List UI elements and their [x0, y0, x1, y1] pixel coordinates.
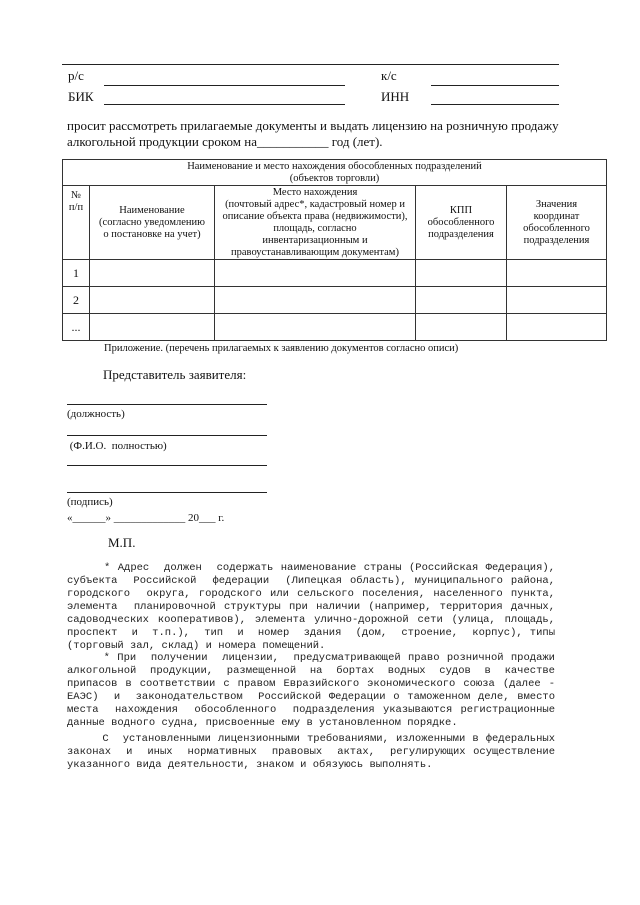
table-row: [63, 287, 607, 314]
header-coords-l4: подразделения: [523, 234, 590, 246]
rs-label: р/с: [68, 68, 84, 83]
header-coords-l1: Значения: [535, 198, 578, 210]
header-location-l6: правоустанавливающим документам): [231, 246, 399, 258]
header-name-l3: о постановке на учет): [103, 228, 201, 240]
ks-field-line[interactable]: [431, 85, 559, 86]
seal-label: М.П.: [108, 535, 136, 550]
header-location-l1: Место нахождения: [272, 186, 358, 198]
request-line-2: алкогольной продукции сроком на___________ год (лет).: [67, 134, 383, 149]
cell-location[interactable]: [215, 314, 416, 341]
cell-coords[interactable]: [507, 287, 607, 314]
header-name: [90, 186, 215, 260]
table-row: [63, 260, 607, 287]
header-kpp-l1: КПП: [449, 204, 473, 216]
table-caption-line-2: (объектов торговли): [289, 172, 380, 184]
table-caption-line-1: Наименование и место нахождения обособленных подразделений: [187, 160, 482, 172]
bik-label: БИК: [68, 89, 94, 104]
header-num: [63, 186, 90, 260]
footnote-address: * Адрес должен содержать наименование страны (Российская Федерация), субъекта Российской федерации (Липецкая область), муниципального района, городского округа, городского или сельского поселения, населенного пункта, элемента планировочной структуры при наличии (например, территория дачных, садоводческих кооперативов), элемента улично-дорожной сети (улица, площадь, проспект и т.п.), тип и номер здания (дом, строение, корпус), типы (торговый зал, склад) и номера помещений.: [67, 562, 562, 652]
subdivisions-table: [62, 159, 607, 341]
cell-name[interactable]: [90, 314, 215, 341]
top-rule: [62, 64, 559, 65]
cell-kpp[interactable]: [416, 287, 507, 314]
bik-field-line[interactable]: [104, 104, 345, 105]
position-line[interactable]: [67, 404, 267, 405]
request-line-1: просит рассмотреть прилагаемые документы и выдать лицензию на розничную продажу: [67, 118, 559, 133]
header-location-l2: (почтовый адрес*, кадастровый номер и: [225, 198, 405, 210]
header-coords-l3: обособленного: [523, 222, 590, 234]
attachment-note: Приложение. (перечень прилагаемых к заявлению документов согласно описи): [104, 343, 459, 354]
cell-coords[interactable]: [507, 314, 607, 341]
header-kpp-l2: обособленного: [427, 216, 495, 228]
row-num: 2: [63, 287, 90, 314]
header-kpp-l3: подразделения: [428, 228, 494, 240]
header-location-l4: площадь, согласно: [273, 222, 357, 234]
signature-label: (подпись): [67, 496, 113, 508]
header-name-l2: (согласно уведомлению: [99, 216, 205, 228]
ks-label: к/с: [381, 68, 397, 83]
row-num: ...: [63, 314, 90, 341]
cell-location[interactable]: [215, 287, 416, 314]
cell-coords[interactable]: [507, 260, 607, 287]
table-caption: [63, 160, 607, 186]
position-label: (должность): [67, 408, 125, 420]
footnote-vessel: * При получении лицензии, предусматривающей право розничной продажи алкогольной продукции, размещенной на бортах водных судов в качестве припасов в соответствии с правом Евразийского экономического союза (далее - ЕАЭС) и законодательством Российской Федерации о таможенном деле, вместо места нахождения обособленного подразделения указываются регистрационные данные водного судна, присвоенные ему в установленном порядке.: [67, 652, 562, 729]
footnote-obligation: С установленными лицензионными требованиями, изложенными в федеральных законах и иных нормативных правовых актах, регулирующих осуществление указанного вида деятельности, знаком и обязуюсь выполнять.: [67, 733, 562, 771]
date-line[interactable]: «______» _____________ 20___ г.: [67, 512, 225, 524]
cell-kpp[interactable]: [416, 260, 507, 287]
fio-label: (Ф.И.О. полностью): [67, 440, 167, 452]
header-location-l5: инвентаризационным и: [262, 234, 368, 246]
header-coords: [507, 186, 607, 260]
row-num: 1: [63, 260, 90, 287]
header-location-l3: описание объекта права (недвижимости),: [222, 210, 408, 222]
inn-label: ИНН: [381, 89, 410, 104]
blank-line[interactable]: [67, 465, 267, 466]
header-name-l1: Наименование: [119, 204, 185, 216]
cell-name[interactable]: [90, 260, 215, 287]
fio-line[interactable]: [67, 435, 267, 436]
cell-location[interactable]: [215, 260, 416, 287]
representative-heading: Представитель заявителя:: [103, 367, 247, 382]
cell-kpp[interactable]: [416, 314, 507, 341]
table-row: [63, 314, 607, 341]
header-coords-l2: координат: [533, 210, 580, 222]
header-kpp: [416, 186, 507, 260]
header-num-l2: п/п: [68, 202, 84, 213]
inn-field-line[interactable]: [431, 104, 559, 105]
cell-name[interactable]: [90, 287, 215, 314]
rs-field-line[interactable]: [104, 85, 345, 86]
header-location: [215, 186, 416, 260]
header-num-l1: №: [70, 190, 82, 201]
signature-line[interactable]: [67, 492, 267, 493]
